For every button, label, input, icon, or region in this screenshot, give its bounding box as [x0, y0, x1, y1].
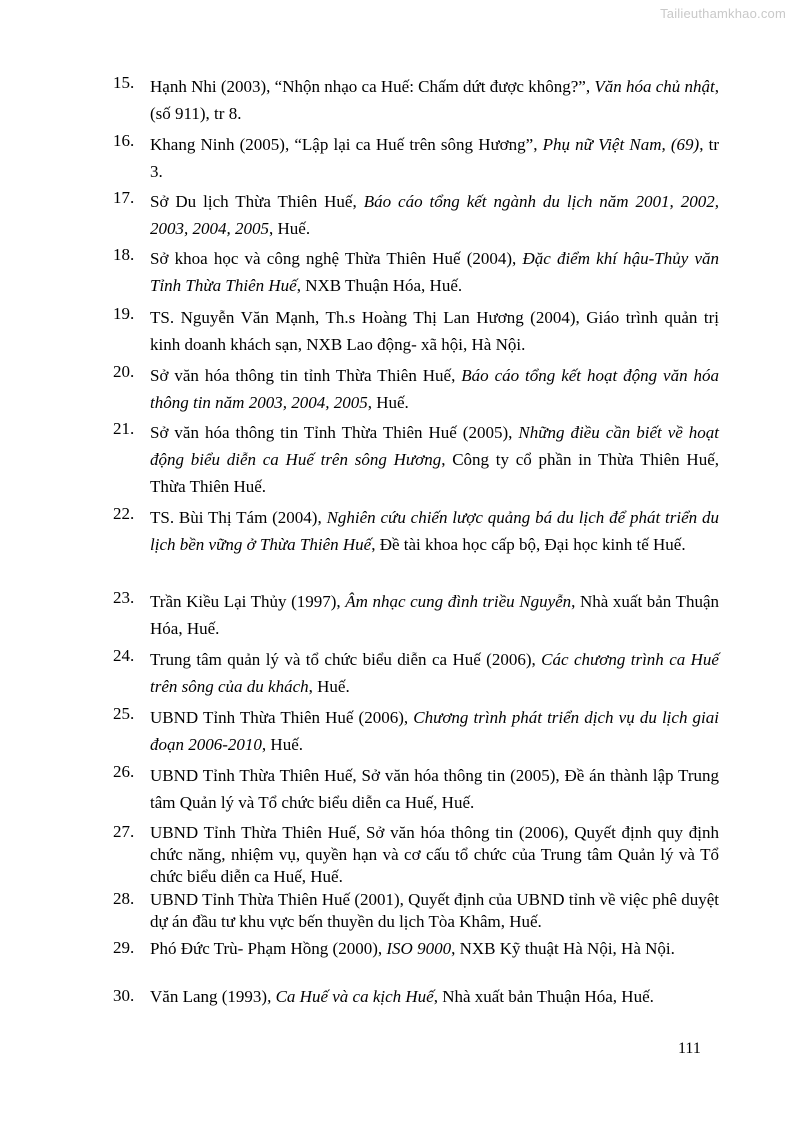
reference-text: UBND Tỉnh Thừa Thiên Huế, Sở văn hóa thông tin (2006), Quyết định quy định chức năng, nhiệm vụ, quyền hạn và cơ cấu tổ chức của Trung tâm Quản lý và Tổ chức biểu diễn ca Huế, Huế.: [150, 823, 719, 886]
reference-number: 18.: [113, 245, 135, 264]
reference-text: UBND Tỉnh Thừa Thiên Huế (2006), Chương trình phát triển dịch vụ du lịch giai đoạn 2006-2010, Huế.: [150, 708, 720, 754]
reference-text: Sở khoa học và công nghệ Thừa Thiên Huế (2004), Đặc điểm khí hậu-Thủy văn Tỉnh Thừa Thiên Huế, NXB Thuận Hóa, Huế.: [150, 249, 719, 295]
reference-item: [113, 504, 719, 558]
reference-number: 23.: [113, 588, 135, 607]
reference-number: 15.: [113, 73, 135, 92]
reference-item: [113, 938, 719, 960]
reference-item: [113, 73, 719, 127]
reference-text: Khang Ninh (2005), “Lập lại ca Huế trên sông Hương”, Phụ nữ Việt Nam, (69), tr 3.: [150, 135, 719, 181]
reference-text: Văn Lang (1993), Ca Huế và ca kịch Huế, Nhà xuất bản Thuận Hóa, Huế.: [150, 987, 654, 1006]
reference-text: Phó Đức Trù- Phạm Hồng (2000), ISO 9000, NXB Kỹ thuật Hà Nội, Hà Nội.: [150, 939, 675, 958]
reference-text: Sở văn hóa thông tin Tỉnh Thừa Thiên Huế (2005), Những điều cần biết về hoạt động biểu diễn ca Huế trên sông Hương, Công ty cổ phần in Thừa Thiên Huế, Thừa Thiên Huế.: [150, 423, 719, 496]
reference-item: [113, 986, 719, 1008]
reference-text: Sở văn hóa thông tin tỉnh Thừa Thiên Huế, Báo cáo tổng kết hoạt động văn hóa thông tin năm 2003, 2004, 2005, Huế.: [150, 366, 719, 412]
reference-number: 25.: [113, 704, 135, 723]
reference-text: UBND Tỉnh Thừa Thiên Huế (2001), Quyết định của UBND tỉnh về việc phê duyệt dự án đầu tư khu vực bến thuyền du lịch Tòa Khâm, Huế.: [150, 890, 719, 931]
reference-item: [113, 646, 719, 700]
reference-item: [113, 245, 719, 299]
reference-item: [113, 304, 719, 358]
reference-text: UBND Tỉnh Thừa Thiên Huế, Sở văn hóa thông tin (2005), Đề án thành lập Trung tâm Quản lý và Tổ chức biểu diễn ca Huế, Huế.: [150, 766, 719, 812]
reference-item: [113, 704, 719, 758]
reference-number: 30.: [113, 986, 135, 1005]
reference-number: 22.: [113, 504, 135, 523]
reference-number: 24.: [113, 646, 135, 665]
reference-text: Trung tâm quản lý và tổ chức biểu diễn ca Huế (2006), Các chương trình ca Huế trên sông của du khách, Huế.: [150, 650, 719, 696]
reference-number: 27.: [113, 822, 135, 841]
reference-item: [113, 131, 719, 185]
page-number: 111: [678, 1040, 701, 1057]
reference-item: [113, 419, 719, 500]
reference-number: 21.: [113, 419, 135, 438]
reference-item: [113, 889, 719, 933]
reference-item: [113, 588, 719, 642]
reference-text: Trần Kiều Lại Thủy (1997), Âm nhạc cung đình triều Nguyễn, Nhà xuất bản Thuận Hóa, Huế.: [150, 592, 720, 638]
reference-text: TS. Bùi Thị Tám (2004), Nghiên cứu chiến lược quảng bá du lịch để phát triển du lịch bền vững ở Thừa Thiên Huế, Đề tài khoa học cấp bộ, Đại học kinh tế Huế.: [150, 508, 719, 554]
reference-number: 19.: [113, 304, 135, 323]
reference-number: 20.: [113, 362, 135, 381]
reference-item: [113, 822, 719, 888]
reference-number: 17.: [113, 188, 135, 207]
reference-number: 29.: [113, 938, 135, 957]
reference-text: Hạnh Nhi (2003), “Nhộn nhạo ca Huế: Chấm dứt được không?”, Văn hóa chủ nhật, (số 911), tr 8.: [150, 77, 719, 123]
reference-text: Sở Du lịch Thừa Thiên Huế, Báo cáo tổng kết ngành du lịch năm 2001, 2002, 2003, 2004, 2005, Huế.: [150, 192, 719, 238]
reference-text: TS. Nguyễn Văn Mạnh, Th.s Hoàng Thị Lan Hương (2004), Giáo trình quản trị kinh doanh khách sạn, NXB Lao động- xã hội, Hà Nội.: [150, 308, 719, 354]
watermark-text: Tailieuthamkhao.com: [660, 6, 786, 21]
reference-number: 26.: [113, 762, 135, 781]
reference-number: 28.: [113, 889, 135, 908]
reference-number: 16.: [113, 131, 135, 150]
reference-item: [113, 762, 719, 816]
reference-item: [113, 362, 719, 416]
reference-item: [113, 188, 719, 242]
